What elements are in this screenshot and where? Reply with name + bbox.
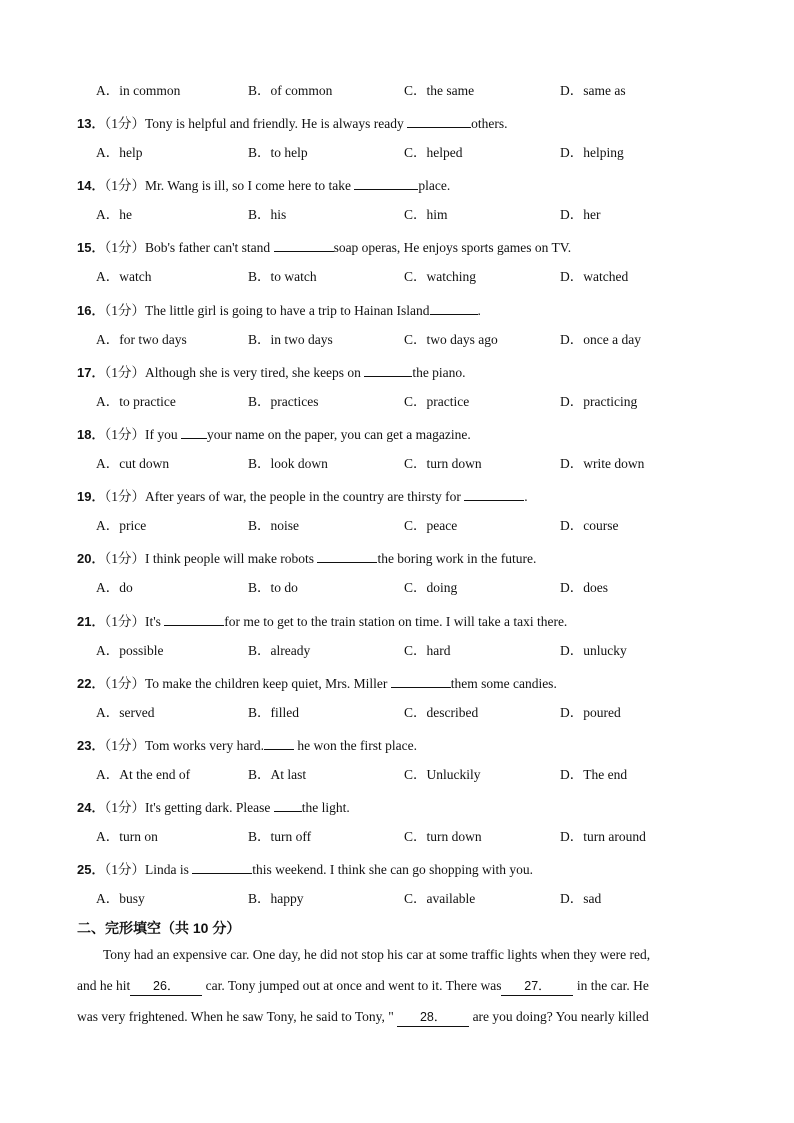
question-number: 15．: [77, 240, 105, 255]
question-number: 21．: [77, 614, 105, 629]
option-b: B．happy: [248, 891, 304, 906]
question-text: soap operas, He enjoys sports games on TV.: [333, 240, 572, 255]
option-a: A．served: [96, 705, 155, 720]
question-stem: [77, 859, 533, 879]
question-number: 17．: [77, 365, 105, 380]
answer-blank: [274, 797, 302, 812]
option-c: C．peace: [404, 518, 458, 533]
question-text: To make the children keep quiet, Mrs. Miller: [144, 676, 391, 691]
option-b: B．of common: [248, 83, 333, 98]
question-number: 24．: [77, 800, 105, 815]
answer-blank: [407, 113, 471, 128]
option-b: B．to help: [248, 145, 308, 160]
option-c: C．hard: [404, 643, 451, 658]
question-score: （1分）: [104, 614, 145, 629]
option-d: D．write down: [560, 456, 645, 471]
question-stem: [77, 611, 567, 631]
question-score: （1分）: [104, 551, 145, 566]
option-a: A．watch: [96, 269, 152, 284]
question-score: （1分）: [104, 800, 145, 815]
option-a: A．do: [96, 580, 133, 595]
option-c: C．watching: [404, 269, 476, 284]
question-text: Mr. Wang is ill, so I come here to take: [144, 178, 355, 193]
option-a: A．busy: [96, 891, 145, 906]
question-number: 20．: [77, 551, 105, 566]
passage-text: in the car. He: [573, 978, 649, 993]
answer-blank: [430, 300, 478, 315]
question-number: 18．: [77, 427, 105, 442]
question-score: （1分）: [104, 303, 145, 318]
option-d: D．The end: [560, 767, 628, 782]
question-number: 13．: [77, 116, 105, 131]
option-b: B．noise: [248, 518, 300, 533]
question-stem: [77, 797, 350, 817]
question-text: If you: [144, 427, 181, 442]
question-text: this weekend. I think she can go shopping with you.: [252, 862, 534, 877]
question-text: place.: [418, 178, 451, 193]
answer-blank: [391, 673, 451, 688]
option-b: B．already: [248, 643, 311, 658]
question-stem: [77, 548, 536, 568]
question-stem: [77, 237, 571, 257]
option-a: A．turn on: [96, 829, 158, 844]
question-number: 25．: [77, 862, 105, 877]
question-score: （1分）: [104, 427, 145, 442]
question-stem: [77, 175, 450, 195]
question-text: It's: [144, 614, 165, 629]
blank-27: 27．: [501, 977, 573, 996]
question-score: （1分）: [104, 676, 145, 691]
question-score: （1分）: [104, 365, 145, 380]
question-number: 16．: [77, 303, 105, 318]
passage-text: car. Tony jumped out at once and went to it. There was: [202, 978, 502, 993]
question-stem: [77, 113, 507, 133]
option-d: D．unlucky: [560, 643, 627, 658]
question-text: he won the first place.: [294, 738, 417, 753]
question-score: （1分）: [104, 240, 145, 255]
option-b: B．practices: [248, 394, 319, 409]
question-text: them some candies.: [450, 676, 557, 691]
option-d: D．watched: [560, 269, 629, 284]
option-c: C．available: [404, 891, 476, 906]
question-text: Although she is very tired, she keeps on: [144, 365, 365, 380]
option-a: A．price: [96, 518, 147, 533]
option-b: B．turn off: [248, 829, 312, 844]
option-a: A．in common: [96, 83, 181, 98]
blank-26: 26．: [130, 977, 202, 996]
option-d: D．once a day: [560, 332, 641, 347]
option-a: A．possible: [96, 643, 164, 658]
option-c: C．practice: [404, 394, 470, 409]
question-number: 14．: [77, 178, 105, 193]
option-b: B．At last: [248, 767, 307, 782]
question-stem: [77, 735, 417, 755]
question-score: （1分）: [104, 178, 145, 193]
option-a: A．help: [96, 145, 143, 160]
answer-blank: [274, 237, 334, 252]
question-score: （1分）: [104, 738, 145, 753]
question-stem: [77, 300, 481, 320]
question-text: Tony is helpful and friendly. He is always ready: [144, 116, 408, 131]
passage-text: was very frightened. When he saw Tony, he said to Tony, ": [77, 1009, 398, 1024]
option-c: C．turn down: [404, 829, 482, 844]
option-d: D．practicing: [560, 394, 638, 409]
option-b: B．to watch: [248, 269, 317, 284]
question-score: （1分）: [104, 489, 145, 504]
option-d: D．poured: [560, 705, 621, 720]
passage-text: are you doing? You nearly killed: [469, 1009, 649, 1024]
question-stem: [77, 424, 471, 444]
question-text: Tom works very hard.: [144, 738, 264, 753]
passage-line-1: Tony had an expensive car. One day, he did not stop his car at some traffic lights when they were red,: [103, 947, 651, 962]
question-text: Linda is: [144, 862, 193, 877]
question-number: 23．: [77, 738, 105, 753]
option-a: A．to practice: [96, 394, 176, 409]
question-text: The little girl is going to have a trip to Hainan Island: [144, 303, 430, 318]
option-c: C．him: [404, 207, 448, 222]
answer-blank: [354, 175, 418, 190]
answer-blank: [464, 486, 524, 501]
option-b: B．filled: [248, 705, 299, 720]
option-a: A．cut down: [96, 456, 170, 471]
question-score: （1分）: [104, 862, 145, 877]
passage-text: and he hit: [77, 978, 131, 993]
question-text: the boring work in the future.: [377, 551, 537, 566]
passage-line-3: [77, 1008, 717, 1027]
section-title: 二、完形填空（共 10 分）: [77, 920, 241, 936]
question-stem: [77, 362, 466, 382]
option-c: C．turn down: [404, 456, 482, 471]
question-number: 19．: [77, 489, 105, 504]
question-text: your name on the paper, you can get a magazine.: [206, 427, 471, 442]
option-b: B．to do: [248, 580, 298, 595]
option-d: D．sad: [560, 891, 602, 906]
question-text: the piano.: [412, 365, 466, 380]
option-d: D．helping: [560, 145, 624, 160]
option-d: D．does: [560, 580, 608, 595]
question-text: I think people will make robots: [144, 551, 318, 566]
question-stem: [77, 673, 557, 693]
question-stem: [77, 486, 528, 506]
passage-line-2: [77, 977, 717, 996]
question-text: Bob's father can't stand: [144, 240, 274, 255]
option-d: D．course: [560, 518, 619, 533]
answer-blank: [181, 424, 207, 439]
option-c: C．Unluckily: [404, 767, 481, 782]
blank-28: 28．: [397, 1008, 469, 1027]
question-score: （1分）: [104, 116, 145, 131]
question-number: 22．: [77, 676, 105, 691]
option-a: A．for two days: [96, 332, 187, 347]
answer-blank: [192, 859, 252, 874]
question-text: After years of war, the people in the country are thirsty for: [144, 489, 465, 504]
answer-blank: [164, 611, 224, 626]
option-b: B．in two days: [248, 332, 333, 347]
option-c: C．helped: [404, 145, 463, 160]
option-d: D．her: [560, 207, 601, 222]
question-text: .: [524, 489, 528, 504]
option-c: C．the same: [404, 83, 475, 98]
option-b: B．look down: [248, 456, 328, 471]
question-text: for me to get to the train station on time. I will take a taxi there.: [224, 614, 568, 629]
answer-blank: [364, 362, 412, 377]
option-c: C．doing: [404, 580, 458, 595]
option-a: A．At the end of: [96, 767, 191, 782]
option-a: A．he: [96, 207, 132, 222]
question-text: It's getting dark. Please: [144, 800, 274, 815]
answer-blank: [317, 548, 377, 563]
option-b: B．his: [248, 207, 287, 222]
option-c: C．two days ago: [404, 332, 498, 347]
option-d: D．same as: [560, 83, 626, 98]
option-c: C．described: [404, 705, 479, 720]
question-text: others.: [471, 116, 508, 131]
option-d: D．turn around: [560, 829, 646, 844]
question-text: the light.: [301, 800, 350, 815]
answer-blank: [264, 735, 294, 750]
question-text: .: [477, 303, 481, 318]
